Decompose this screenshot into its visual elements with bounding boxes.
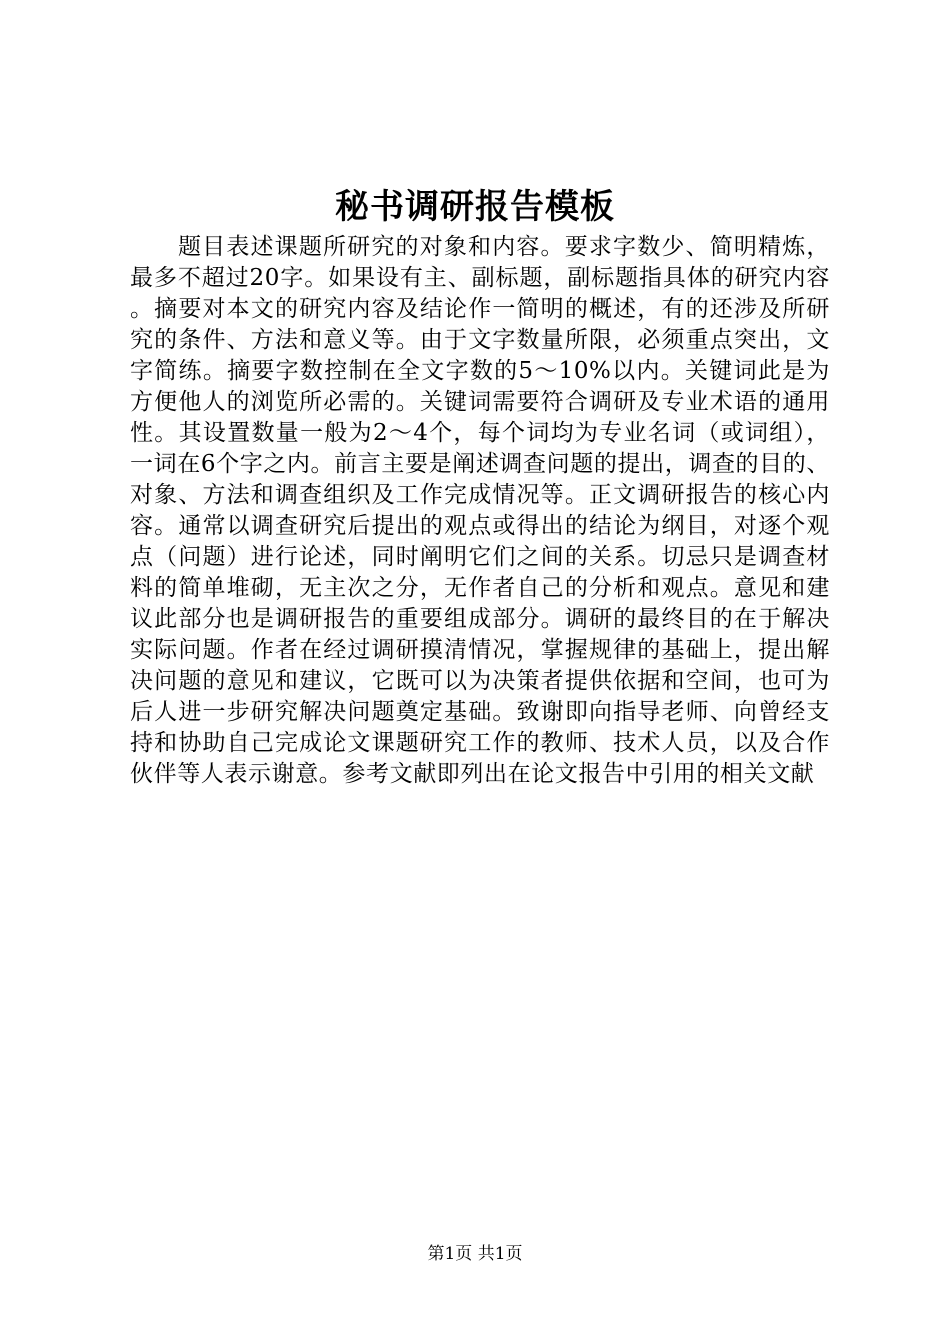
- body-paragraph: 题目表述课题所研究的对象和内容。要求字数少、简明精炼，最多不超过20字。如果设有主、副标题，副标题指具体的研究内容。摘要对本文的研究内容及结论作一简明的概述，有的还涉及所研究的条件、方法和意义等。由于文字数量所限，必须重点突出，文字简练。摘要字数控制在全文字数的5～10%以内。关键词此是为方便他人的浏览所必需的。关键词需要符合调研及专业术语的通用性。其设置数量一般为2～4个，每个词均为专业名词（或词组），一词在6个字之内。前言主要是阐述调查问题的提出，调查的目的、对象、方法和调查组织及工作完成情况等。正文调研报告的核心内容。通常以调查研究后提出的观点或得出的结论为纲目，对逐个观点（问题）进行论述，同时阐明它们之间的关系。切忌只是调查材料的简单堆砌，无主次之分，无作者自己的分析和观点。意见和建议此部分也是调研报告的重要组成部分。调研的最终目的在于解决实际问题。作者在经过调研摸清情况，掌握规律的基础上，提出解决问题的意见和建议，它既可以为决策者提供依据和空间，也可为后人进一步研究解决问题奠定基础。致谢即向指导老师、向曾经支持和协助自己完成论文课题研究工作的教师、技术人员，以及合作伙伴等人表示谢意。参考文献即列出在论文报告中引用的相关文献: [130, 234, 830, 787]
- page-number-footer: 第1页 共1页: [427, 1244, 523, 1264]
- document-title: 秘书调研报告模板: [335, 187, 615, 227]
